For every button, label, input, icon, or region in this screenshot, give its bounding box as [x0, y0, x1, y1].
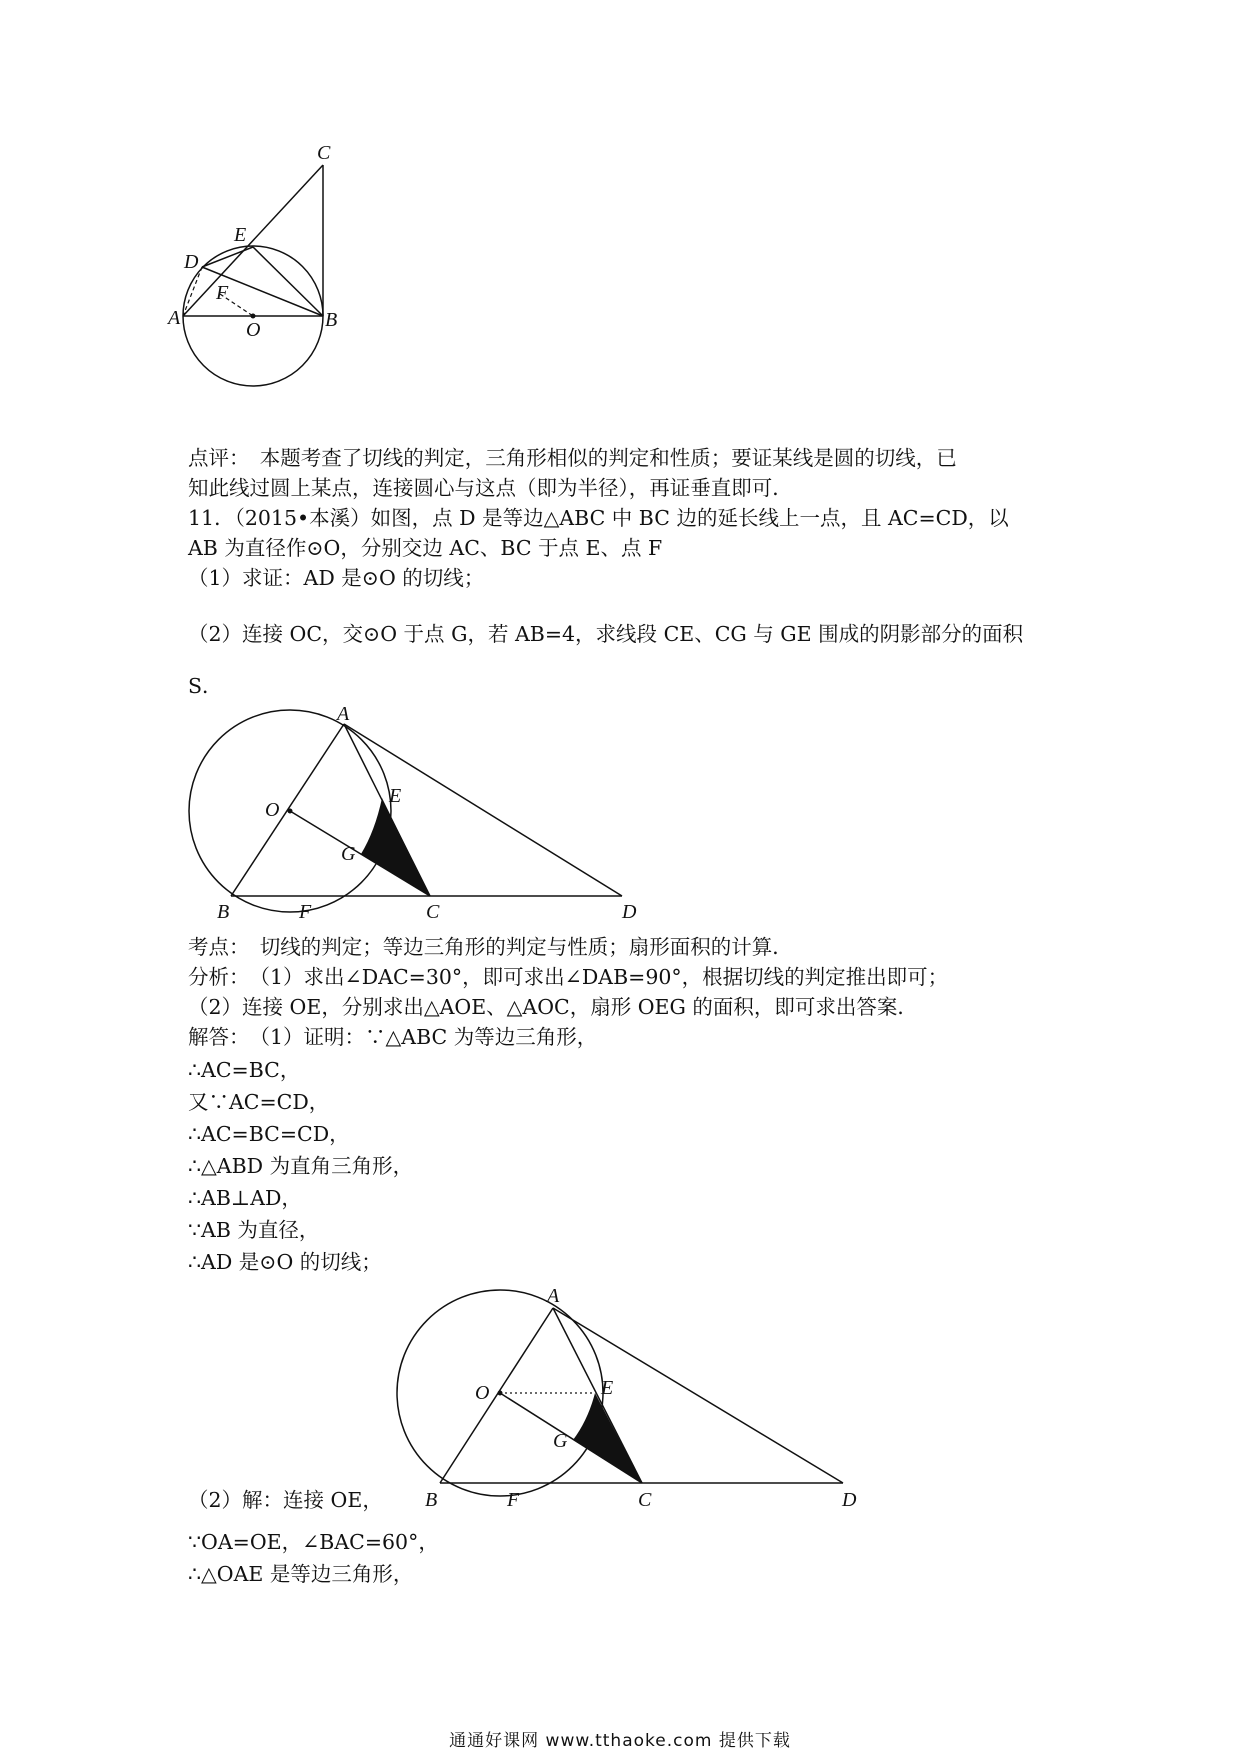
analysis-line-1: 分析： （1）求出∠DAC=30°，即可求出∠DAB=90°，根据切线的判定推出即可； — [188, 965, 949, 989]
label-b: B — [217, 901, 230, 923]
label-c: C — [426, 901, 440, 923]
solution-step-10: ∴△OAE 是等边三角形， — [188, 1562, 414, 1586]
figure-2 — [185, 703, 645, 930]
center-dot — [251, 314, 256, 319]
page-footer: 通通好课网 www.tthaoke.com 提供下载 — [449, 1731, 791, 1751]
label-a: A — [337, 703, 350, 725]
solution-step-7: ∴AD 是⊙O 的切线； — [188, 1250, 382, 1274]
segment-ba — [231, 724, 344, 896]
figure-1 — [168, 142, 380, 390]
comment-line-1: 点评： 本题考查了切线的判定，三角形相似的判定和性质；要证某线是圆的切线，已 — [188, 446, 957, 470]
solution-heading: 解答： （1）证明：∵△ABC 为等边三角形， — [188, 1025, 598, 1049]
question-11-line-2: AB 为直径作⊙O，分别交边 AC、BC 于点 E、点 F — [188, 536, 663, 560]
question-11-part-2-cont: S． — [188, 674, 223, 698]
segment-eb — [253, 247, 323, 316]
label-e: E — [389, 785, 402, 807]
label-d: D — [842, 1489, 857, 1511]
solution-step-6: ∵AB 为直径， — [188, 1218, 320, 1242]
label-c: C — [317, 142, 331, 164]
comment-line-2: 知此线过圆上某点，连接圆心与这点（即为半径），再证垂直即可． — [188, 476, 793, 500]
shaded-region — [573, 1393, 642, 1483]
shaded-region — [361, 798, 430, 896]
figure-1-svg — [168, 142, 380, 390]
label-g: G — [553, 1430, 568, 1452]
label-d: D — [622, 901, 637, 923]
center-dot — [498, 1391, 503, 1396]
question-11-line-1: 11．（2015•本溪）如图，点 D 是等边△ABC 中 BC 边的延长线上一点，且 AC=CD，以 — [188, 506, 1009, 530]
label-c: C — [638, 1489, 652, 1511]
label-o: O — [475, 1382, 490, 1404]
solution-step-4: ∴△ABD 为直角三角形， — [188, 1154, 414, 1178]
kaodian-line: 考点： 切线的判定；等边三角形的判定与性质；扇形面积的计算． — [188, 935, 793, 959]
center-dot — [288, 809, 293, 814]
analysis-line-2: （2）连接 OE，分别求出△AOE、△AOC，扇形 OEG 的面积，即可求出答案． — [188, 995, 918, 1019]
solution-step-9: ∵OA=OE，∠BAC=60°， — [188, 1530, 439, 1554]
segment-ac — [183, 165, 323, 316]
solution-step-5: ∴AB⊥AD， — [188, 1186, 302, 1210]
label-a: A — [547, 1285, 560, 1307]
question-11-part-2: （2）连接 OC，交⊙O 于点 G，若 AB=4，求线段 CE、CG 与 GE 围成的阴影部分的面积 — [188, 622, 1024, 646]
solution-step-3: ∴AC=BC=CD， — [188, 1122, 350, 1146]
figure-2-svg — [185, 703, 645, 930]
label-f: F — [299, 901, 312, 923]
label-b: B — [425, 1489, 438, 1511]
figure-3 — [395, 1285, 865, 1511]
label-d: D — [184, 251, 199, 273]
label-o: O — [246, 319, 261, 341]
segment-ad — [553, 1308, 843, 1483]
label-f: F — [216, 282, 229, 304]
label-a: A — [168, 307, 181, 329]
solution-part-2-heading: （2）解：连接 OE， — [188, 1488, 383, 1512]
figure-3-svg — [395, 1285, 865, 1511]
solution-step-2: 又∵AC=CD， — [188, 1090, 330, 1114]
segment-de — [202, 247, 253, 267]
label-f: F — [507, 1489, 520, 1511]
segment-ba — [440, 1308, 553, 1483]
segment-da-dashed — [183, 267, 202, 316]
question-11-part-1: （1）求证：AD 是⊙O 的切线； — [188, 566, 485, 590]
label-e: E — [234, 224, 247, 246]
label-g: G — [341, 843, 356, 865]
solution-step-1: ∴AC=BC， — [188, 1058, 301, 1082]
label-e: E — [601, 1377, 614, 1399]
label-o: O — [265, 799, 280, 821]
label-b: B — [325, 309, 338, 331]
